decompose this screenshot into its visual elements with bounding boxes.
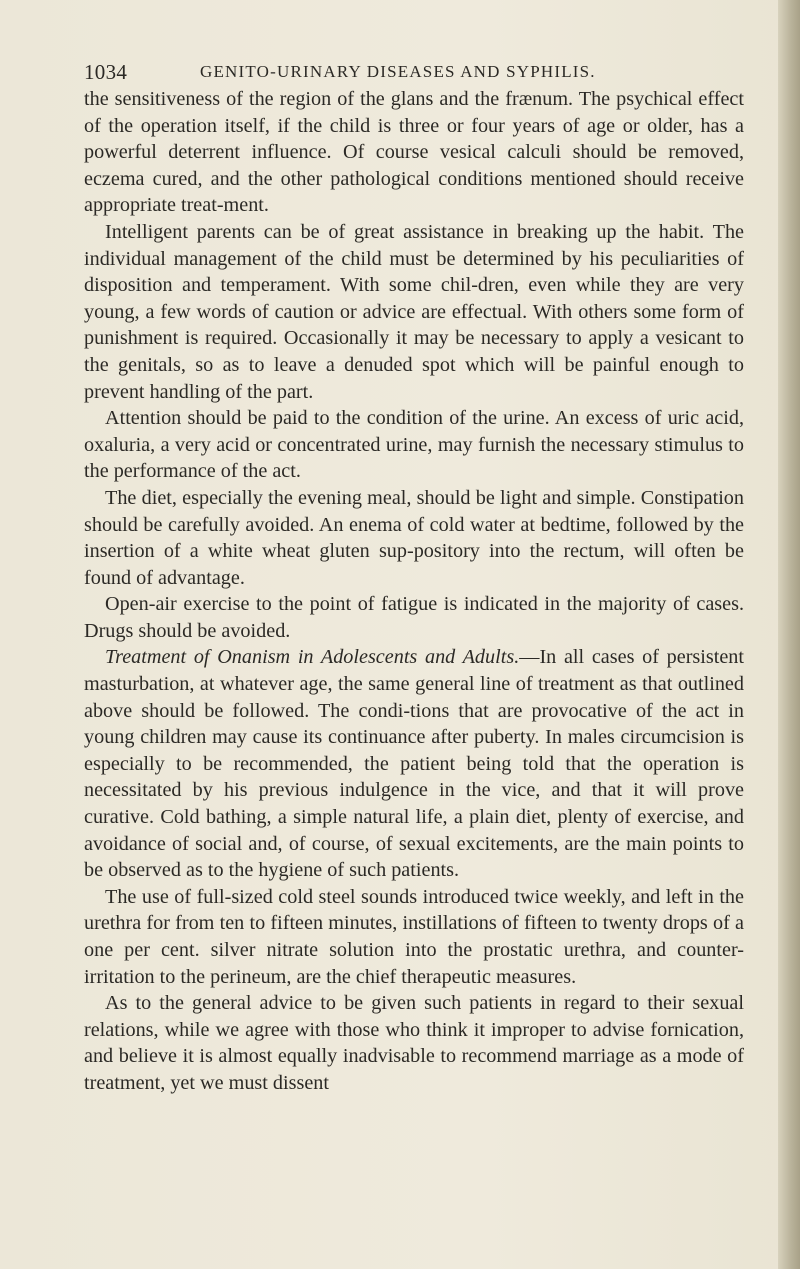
paragraph: Open-air exercise to the point of fatigue is indicated in the majority of cases. Drugs should be avoided.	[84, 593, 744, 642]
paragraph: Attention should be paid to the condition of the urine. An excess of uric acid, oxaluria, a very acid or concentrated urine, may furnish the necessary stimulus to the performance of the act.	[84, 407, 744, 483]
paragraph: The use of full-sized cold steel sounds introduced twice weekly, and left in the urethra for from ten to fifteen minutes, instillations of fifteen to twenty drops of a one per cent. silver nitrate solution into the prostatic urethra, and counter-irritation to the perineum, are the chief therapeutic measures.	[84, 885, 744, 988]
paragraph: Intelligent parents can be of great assistance in breaking up the habit. The individual management of the child must be determined by his peculiarities of disposition and temperament. With some chil-dren, even while they are very young, a few words of caution or advice are effectual. With others some form of punishment is required. Occasionally it may be necessary to apply a vesicant to the genitals, so as to leave a denuded spot which will be painful enough to prevent handling of the part.	[84, 220, 744, 403]
paragraph: The diet, especially the evening meal, should be light and simple. Constipation should be carefully avoided. An enema of cold water at bedtime, followed by the insertion of a white wheat gluten sup-pository into the rectum, will often be found of advantage.	[84, 486, 744, 589]
page-edge-shadow	[778, 0, 800, 1269]
body-text	[84, 86, 744, 1097]
running-title: GENITO-URINARY DISEASES AND SYPHILIS.	[200, 62, 596, 81]
paragraph: Treatment of Onanism in Adolescents and Adults.—In all cases of persistent masturbation, at whatever age, the same general line of treatment as that outlined above should be followed. The condi-tions that are provocative of the act in young children may cause its continuance after puberty. In males circumcision is especially to be recommended, the patient being told that the operation is necessitated by his previous indulgence in the vice, and that it will prove curative. Cold bathing, a simple natural life, a plain diet, plenty of exercise, and avoidance of social and, of course, of sexual excitements, are the main points to be observed as to the hygiene of such patients.	[84, 646, 745, 882]
page-number: 1034	[84, 60, 128, 84]
paragraph: the sensitiveness of the region of the glans and the frænum. The psychical effect of the operation itself, if the child is three or four years of age or older, has a powerful deterrent influence. Of course vesical calculi should be removed, eczema cured, and the other pathological conditions mentioned should receive appropriate treat-ment.	[84, 88, 744, 217]
paragraph: As to the general advice to be given such patients in regard to their sexual relations, while we agree with those who think it improper to advise fornication, and believe it is almost equally inadvisable to recommend marriage as a mode of treatment, yet we must dissent	[84, 992, 744, 1094]
section-heading: Treatment of Onanism in Adolescents and Adults.	[105, 646, 520, 669]
